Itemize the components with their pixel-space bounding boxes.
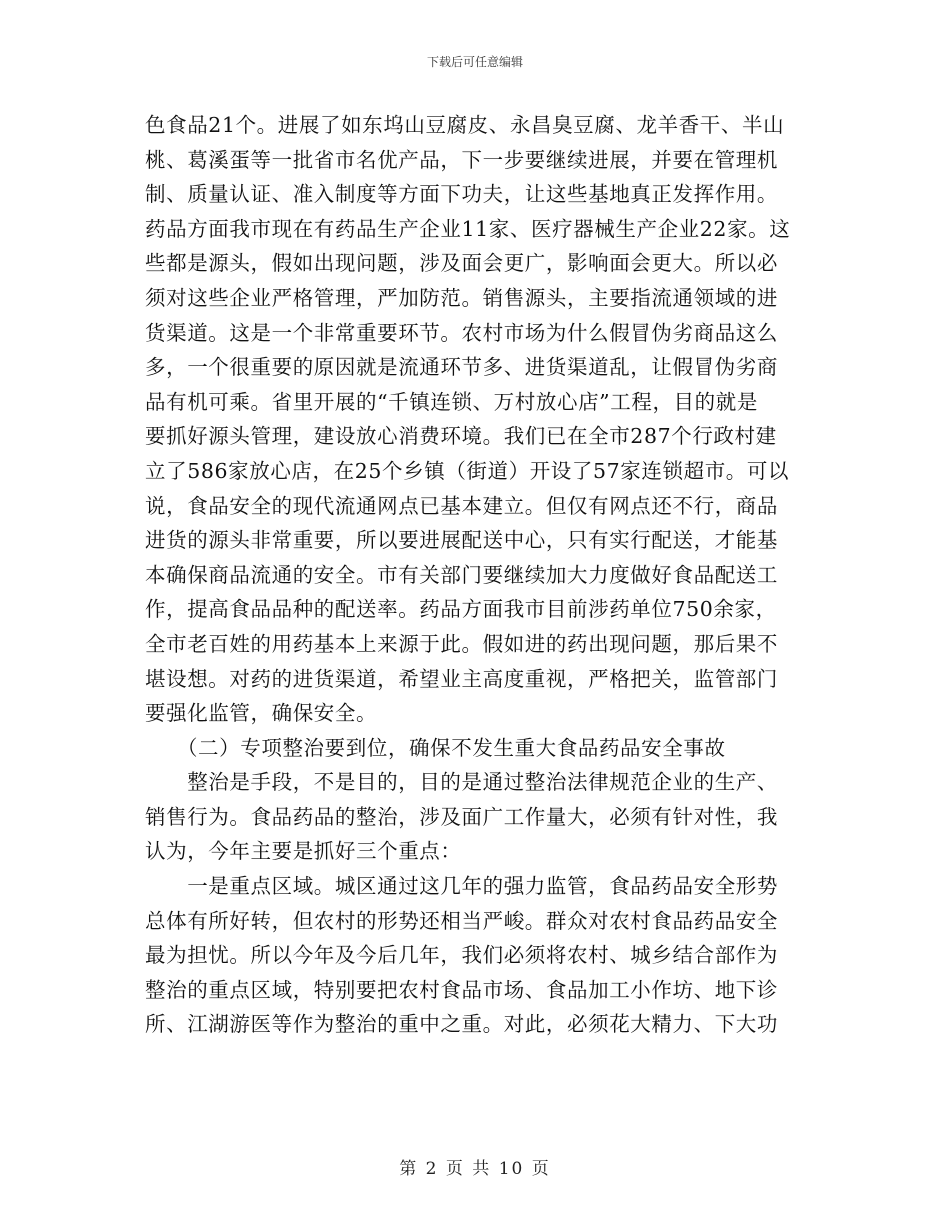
text-line: 制、质量认证、准入制度等方面下功夫，让这些基地真正发挥作用。 (145, 182, 778, 207)
text-line: （二）专项整治要到位，确保不发生重大食品药品安全事故 (145, 735, 726, 760)
text-line: 品有机可乘。省里开展的“千镇连锁、万村放心店”工程，目的就是 (145, 389, 758, 414)
text-line: 一是重点区域。城区通过这几年的强力监管，食品药品安全形势 (145, 874, 778, 899)
text-line: 作，提高食品品种的配送率。药品方面我市目前涉药单位750余家， (145, 597, 777, 622)
text-line: 说，食品安全的现代流通网点已基本建立。但仅有网点还不行，商品 (145, 493, 778, 518)
text-line: 要抓好源头管理，建设放心消费环境。我们已在全市287个行政村建 (145, 424, 777, 449)
text-line: 立了586家放心店，在25个乡镇（街道）开设了57家连锁超市。可以 (145, 458, 790, 483)
text-line: 销售行为。食品药品的整治，涉及面广工作量大，必须有针对性，我 (145, 804, 778, 829)
text-line: 整治的重点区域，特别要把农村食品市场、食品加工小作坊、地下诊 (145, 977, 778, 1002)
page-footer-number: 第 2 页 共 10 页 (399, 1159, 551, 1179)
text-line: 全市老百姓的用药基本上来源于此。假如进的药出现问题，那后果不 (145, 631, 778, 656)
text-line: 认为，今年主要是抓好三个重点： (145, 839, 462, 864)
text-line: 最为担忧。所以今年及今后几年，我们必须将农村、城乡结合部作为 (145, 943, 778, 968)
text-line: 总体有所好转，但农村的形势还相当严峻。群众对农村食品药品安全 (145, 908, 778, 933)
text-line: 所、江湖游医等作为整治的重中之重。对此，必须花大精力、下大功 (145, 1012, 778, 1037)
text-line: 药品方面我市现在有药品生产企业11家、医疗器械生产企业22家。这 (145, 216, 791, 241)
document-body (145, 108, 815, 1042)
text-line: 整治是手段，不是目的，目的是通过整治法律规范企业的生产、 (145, 770, 778, 795)
text-line: 须对这些企业严格管理，严加防范。销售源头，主要指流通领域的进 (145, 285, 778, 310)
text-line: 货渠道。这是一个非常重要环节。农村市场为什么假冒伪劣商品这么 (145, 320, 778, 345)
page-header-note: 下载后可任意编辑 (426, 55, 523, 69)
text-line: 桃、葛溪蛋等一批省市名优产品，下一步要继续进展，并要在管理机 (145, 147, 778, 172)
text-line: 进货的源头非常重要，所以要进展配送中心，只有实行配送，才能基 (145, 528, 778, 553)
text-line: 要强化监管，确保安全。 (145, 701, 378, 726)
text-line: 些都是源头，假如出现问题，涉及面会更广，影响面会更大。所以必 (145, 251, 778, 276)
text-line: 多，一个很重要的原因就是流通环节多、进货渠道乱，让假冒伪劣商 (145, 355, 778, 380)
text-line: 堪设想。对药的进货渠道，希望业主高度重视，严格把关，监管部门 (145, 666, 778, 691)
text-line: 本确保商品流通的安全。市有关部门要继续加大力度做好食品配送工 (145, 562, 778, 587)
text-line: 色食品21个。进展了如东坞山豆腐皮、永昌臭豆腐、龙羊香干、半山 (145, 113, 785, 137)
